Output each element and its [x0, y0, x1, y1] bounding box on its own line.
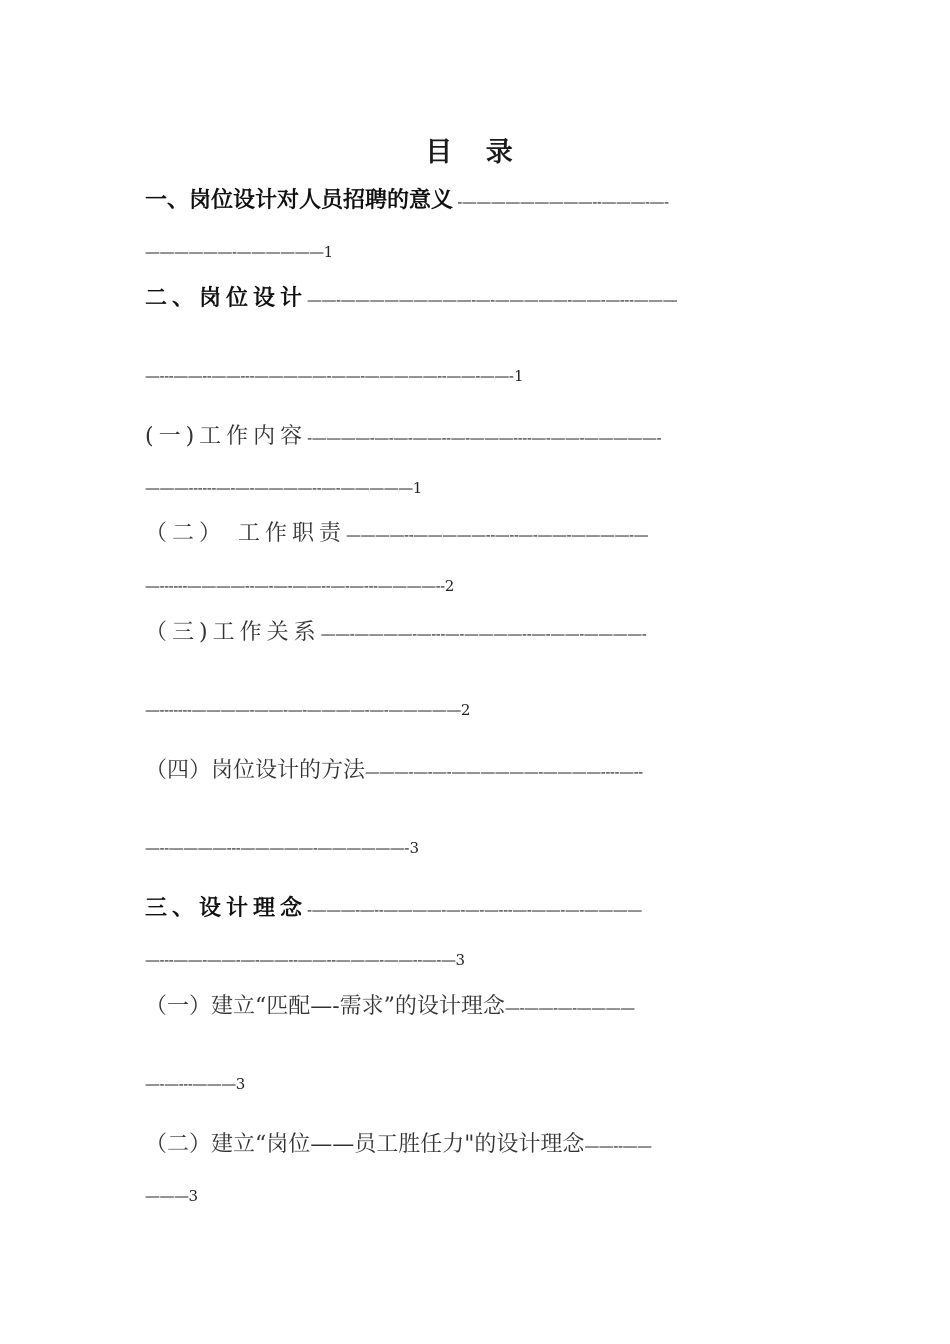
toc-page-number: 1 [323, 243, 334, 261]
toc-page-number: 3 [188, 1187, 199, 1205]
toc-entry-7[interactable] [145, 894, 775, 925]
toc-entry-text: （四）岗位设计的方法 [145, 758, 366, 783]
toc-entry-text: （二） 工作职责 [145, 521, 346, 546]
toc-title: 目 录 [425, 137, 525, 168]
toc-leader: -———-—--————-—-—-—---—-——-—-———— [307, 901, 642, 919]
toc-leader: —---——--——---—————-——-—————--——-—— [145, 367, 509, 385]
toc-entry-3[interactable] [145, 422, 775, 453]
toc-leader: ————--—————--—--—-——-————-— [346, 526, 649, 544]
toc-entry-5-cont [145, 694, 775, 725]
toc-entry-1[interactable] [145, 186, 775, 217]
toc-entry-2[interactable] [145, 284, 775, 315]
toc-entry-4[interactable] [145, 519, 775, 550]
toc-entry-text: 三、设计理念 [145, 896, 308, 921]
toc-entry-6-cont [145, 832, 775, 863]
toc-leader: —---——-——-—-——--——--———-——--—-— [145, 951, 456, 969]
toc-leader: -—————————--———-—- [453, 193, 669, 211]
toc-page-number: 2 [444, 577, 455, 595]
toc-leader: ——-————-—---—-————--—-——-————- [320, 625, 647, 643]
toc-leader: ———-—-—-——————-————----—-- [365, 763, 643, 781]
toc-entry-2-cont [145, 360, 775, 391]
toc-page-number: -1 [508, 367, 524, 385]
toc-entry-3-cont [145, 472, 775, 503]
toc-leader: —------————--—-—-——--—-—---————-- [145, 577, 445, 595]
toc-leader: ——————-—————— [145, 243, 324, 261]
toc-entry-9-cont [145, 1180, 775, 1211]
toc-leader: ———------—-—-————--—-————— [145, 479, 413, 497]
toc-entry-1-cont [145, 236, 775, 267]
toc-leader: ——--—— [584, 1137, 652, 1155]
toc-leader: -————-—-—-——--—-———----—-——-—————- [307, 429, 662, 447]
toc-entry-8[interactable] [145, 992, 775, 1023]
toc-leader: —-------————-——-—-————-—-————— [145, 701, 461, 719]
toc-leader: —--————---—————-—————— [145, 839, 405, 857]
toc-entry-text: （三)工作关系 [145, 620, 321, 645]
toc-entry-text: (一)工作内容 [145, 424, 308, 449]
toc-entry-text: （一）建立“匹配—-需求”的设计理念 [145, 994, 505, 1019]
toc-entry-8-cont [145, 1068, 775, 1099]
toc-leader: —-——-—-———— [504, 999, 635, 1017]
toc-entry-text: 二、岗位设计 [145, 286, 308, 311]
toc-page-number: -3 [404, 839, 420, 857]
toc-page-number: 3 [235, 1075, 246, 1093]
toc-leader: ——— [145, 1187, 189, 1205]
toc-entry-9[interactable] [145, 1130, 775, 1161]
toc-entry-text: （二）建立“岗位——员工胜任力"的设计理念 [145, 1132, 585, 1157]
toc-entry-5[interactable] [145, 618, 775, 649]
toc-leader: —-—---——— [145, 1075, 236, 1093]
toc-entry-6[interactable] [145, 756, 775, 787]
toc-leader: ——-—————————-—-—————-——-—---——— [307, 291, 678, 309]
toc-entry-text: 一、岗位设计对人员招聘的意义 [145, 188, 454, 213]
toc-page-number: 3 [455, 951, 466, 969]
toc-page-number: 2 [460, 701, 471, 719]
toc-page-number: 1 [412, 479, 423, 497]
toc-entry-7-cont [145, 944, 775, 975]
toc-entry-4-cont [145, 570, 775, 601]
